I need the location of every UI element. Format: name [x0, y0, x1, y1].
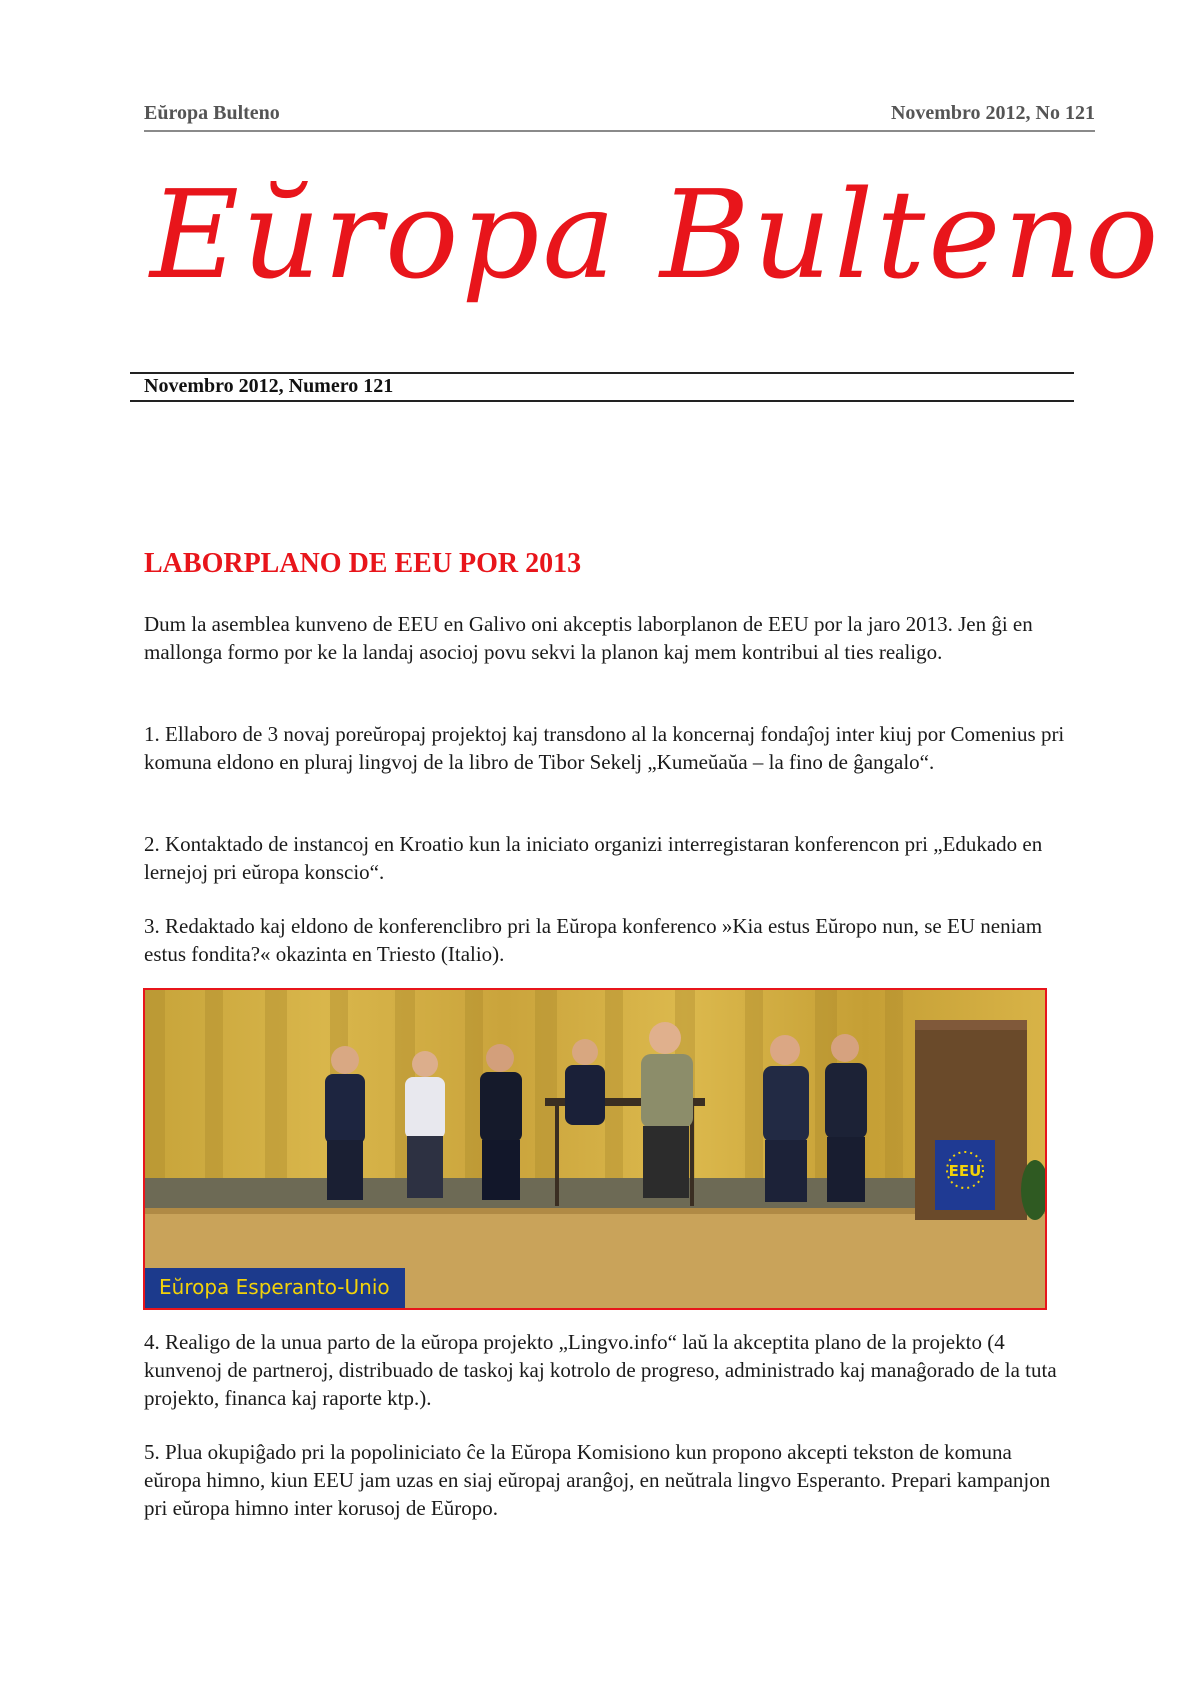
running-header: [144, 100, 1095, 132]
conference-photo: [143, 988, 1047, 1310]
banner-text: Eŭropa Esperanto-Unio: [159, 1275, 390, 1299]
eeu-logo-text: EEU: [948, 1162, 982, 1180]
plan-item-3: 3. Redaktado kaj eldono de konferenclibro pri la Eŭropa konferenco »Kia estus Eŭropo nun, se EU neniam estus fondita?« okazinta en Triesto (Italio).: [144, 914, 1043, 966]
issue-bar: [130, 372, 1074, 402]
article-intro: Dum la asemblea kunveno de EEU en Galivo oni akceptis laborplanon de EEU por la jaro 2013. Jen ĝi en mallonga formo por ke la landaj asocioj povu sekvi la planon kaj mem kontribui al ties realigo.: [144, 612, 1033, 664]
plan-item-1: 1. Ellaboro de 3 novaj poreŭropaj projektoj kaj transdono al la koncernaj fondaĵoj inter kiuj por Comenius pri komuna eldono en pluraj lingvoj de la libro de Tibor Sekelj „Kumeŭaŭa – la fino de ĝangalo“.: [144, 722, 1065, 774]
article-title: LABORPLANO DE EEU POR 2013: [144, 548, 582, 579]
conference-photo-illustration: [145, 990, 1045, 1308]
eeu-logo: [935, 1140, 995, 1210]
panelist: [763, 1035, 809, 1202]
panelist: [480, 1044, 522, 1200]
running-header-issue: Novembro 2012, No 121: [890, 102, 1095, 124]
masthead-title: Eŭropa Bulteno: [150, 164, 1162, 306]
issue-line: Novembro 2012, Numero 121: [144, 375, 394, 397]
plan-item-5: 5. Plua okupiĝado pri la popoliniciato ĉe la Eŭropa Komisiono kun propono akcepti tekston de komuna eŭropa himno, kiun EEU jam uzas en siaj eŭropaj aranĝoj, en neŭtrala lingvo Esperanto. Prepari kampanjon pri eŭropa himno inter korusoj de Eŭropo.: [144, 1440, 1051, 1520]
plan-item-4: 4. Realigo de la unua parto de la eŭropa projekto „Lingvo.info“ laŭ la akceptita plano de la projekto (4 kunvenoj de partneroj, distribuado de taskoj kaj kotrolo de progreso, administrado kaj manaĝorado de la tuta projekto, financa kaj raporte ktp.).: [144, 1330, 1057, 1410]
panelist: [565, 1039, 605, 1125]
plan-item-2: 2. Kontaktado de instancoj en Kroatio kun la iniciato organizi interregistaran konferencon pri „Edukado en lernejoj pri eŭropa konscio“.: [144, 832, 1043, 884]
banner: [145, 1268, 405, 1308]
running-header-title: Eŭropa Bulteno: [144, 102, 280, 124]
